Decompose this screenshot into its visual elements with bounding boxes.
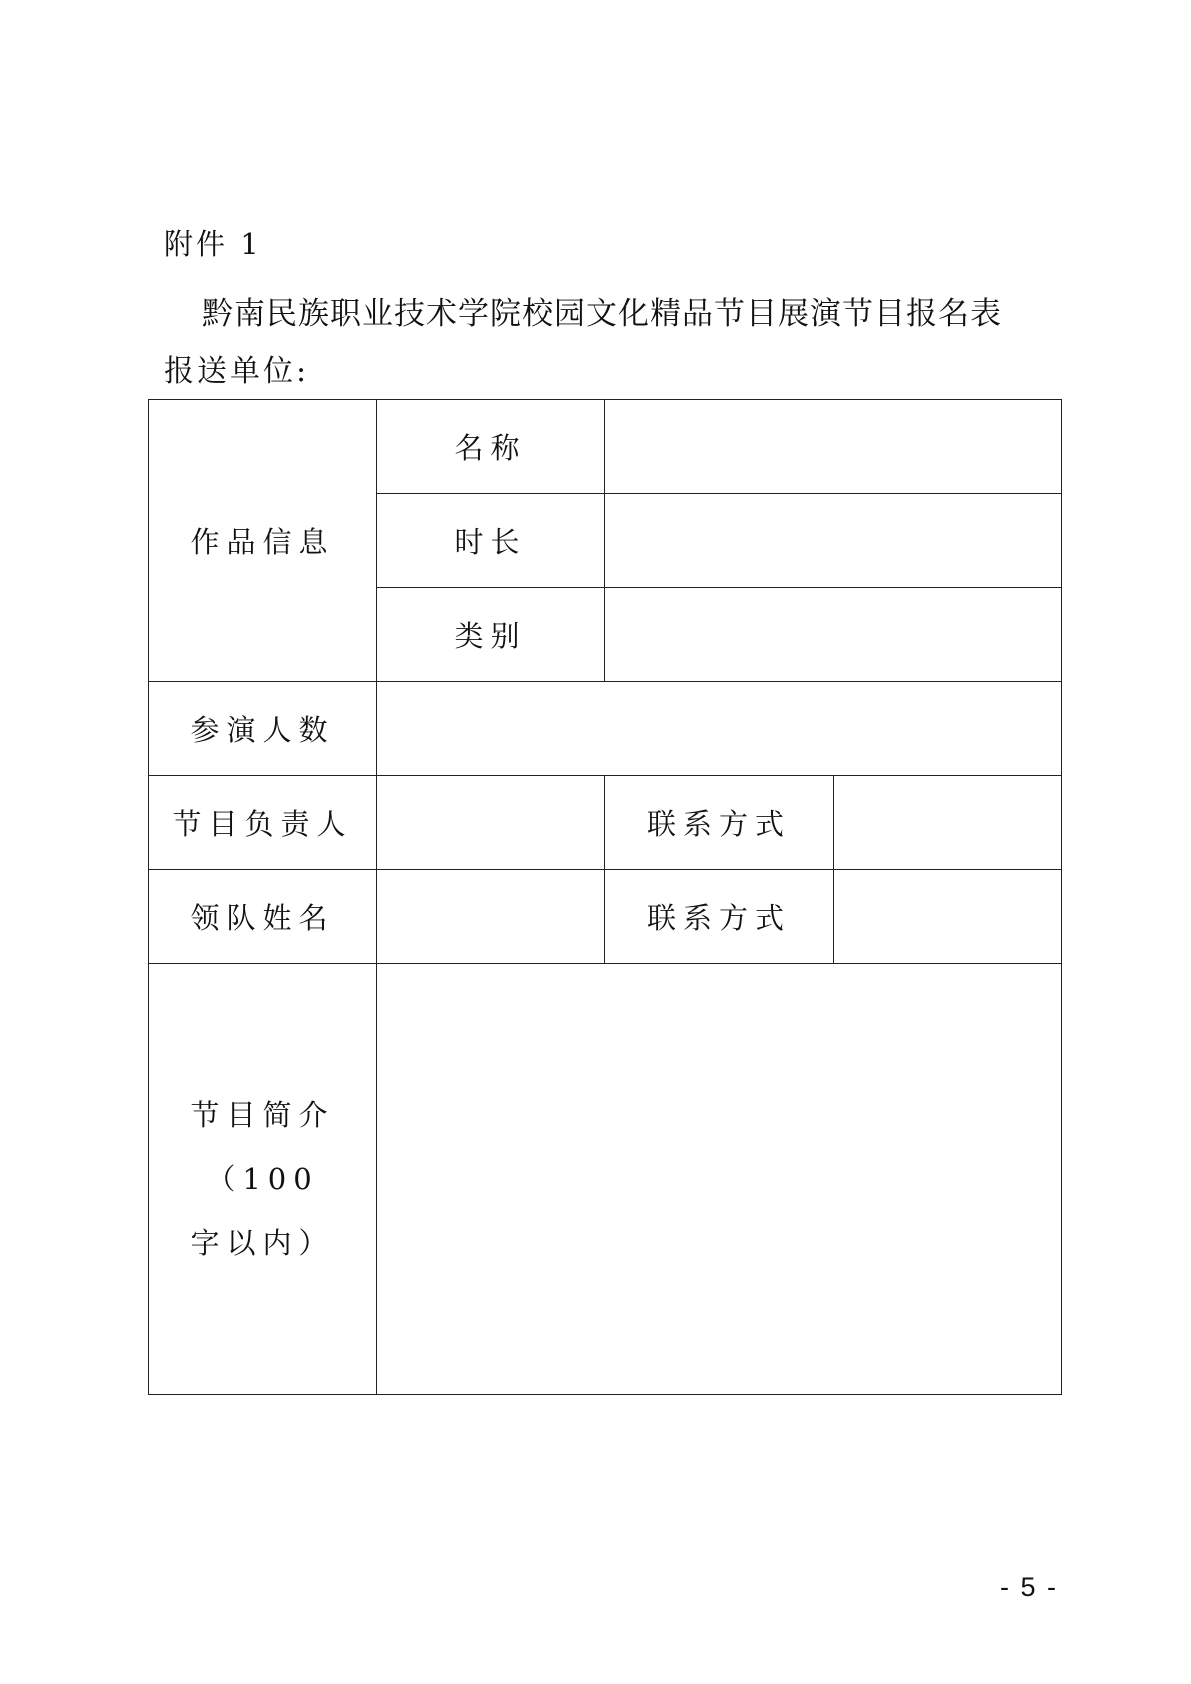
category-field[interactable] <box>605 588 1062 682</box>
program-intro-label-line2: 字以内） <box>190 1226 335 1260</box>
duration-field[interactable] <box>605 494 1062 588</box>
work-info-label: 作品信息 <box>149 400 377 682</box>
attachment-label: 附件 1 <box>164 227 262 261</box>
category-label: 类别 <box>377 588 605 682</box>
contact-label-1: 联系方式 <box>605 776 834 870</box>
submitting-unit-label: 报送单位: <box>164 354 310 389</box>
page-number: - 5 - <box>1000 1572 1059 1602</box>
performers-field[interactable] <box>377 682 1062 776</box>
name-field[interactable] <box>605 400 1062 494</box>
form-title: 黔南民族职业技术学院校园文化精品节目展演节目报名表 <box>202 296 1002 332</box>
registration-form-table <box>148 399 1062 1395</box>
duration-label: 时长 <box>377 494 605 588</box>
contact-label-2: 联系方式 <box>605 870 834 964</box>
program-intro-label <box>149 964 377 1395</box>
program-lead-field[interactable] <box>377 776 605 870</box>
team-leader-label: 领队姓名 <box>149 870 377 964</box>
performers-label: 参演人数 <box>149 682 377 776</box>
contact-field-2[interactable] <box>834 870 1062 964</box>
program-intro-label-line1: 节目简介（100 <box>190 1098 335 1196</box>
team-leader-field[interactable] <box>377 870 605 964</box>
name-label: 名称 <box>377 400 605 494</box>
contact-field-1[interactable] <box>834 776 1062 870</box>
program-intro-field[interactable] <box>377 964 1062 1395</box>
program-lead-label: 节目负责人 <box>149 776 377 870</box>
